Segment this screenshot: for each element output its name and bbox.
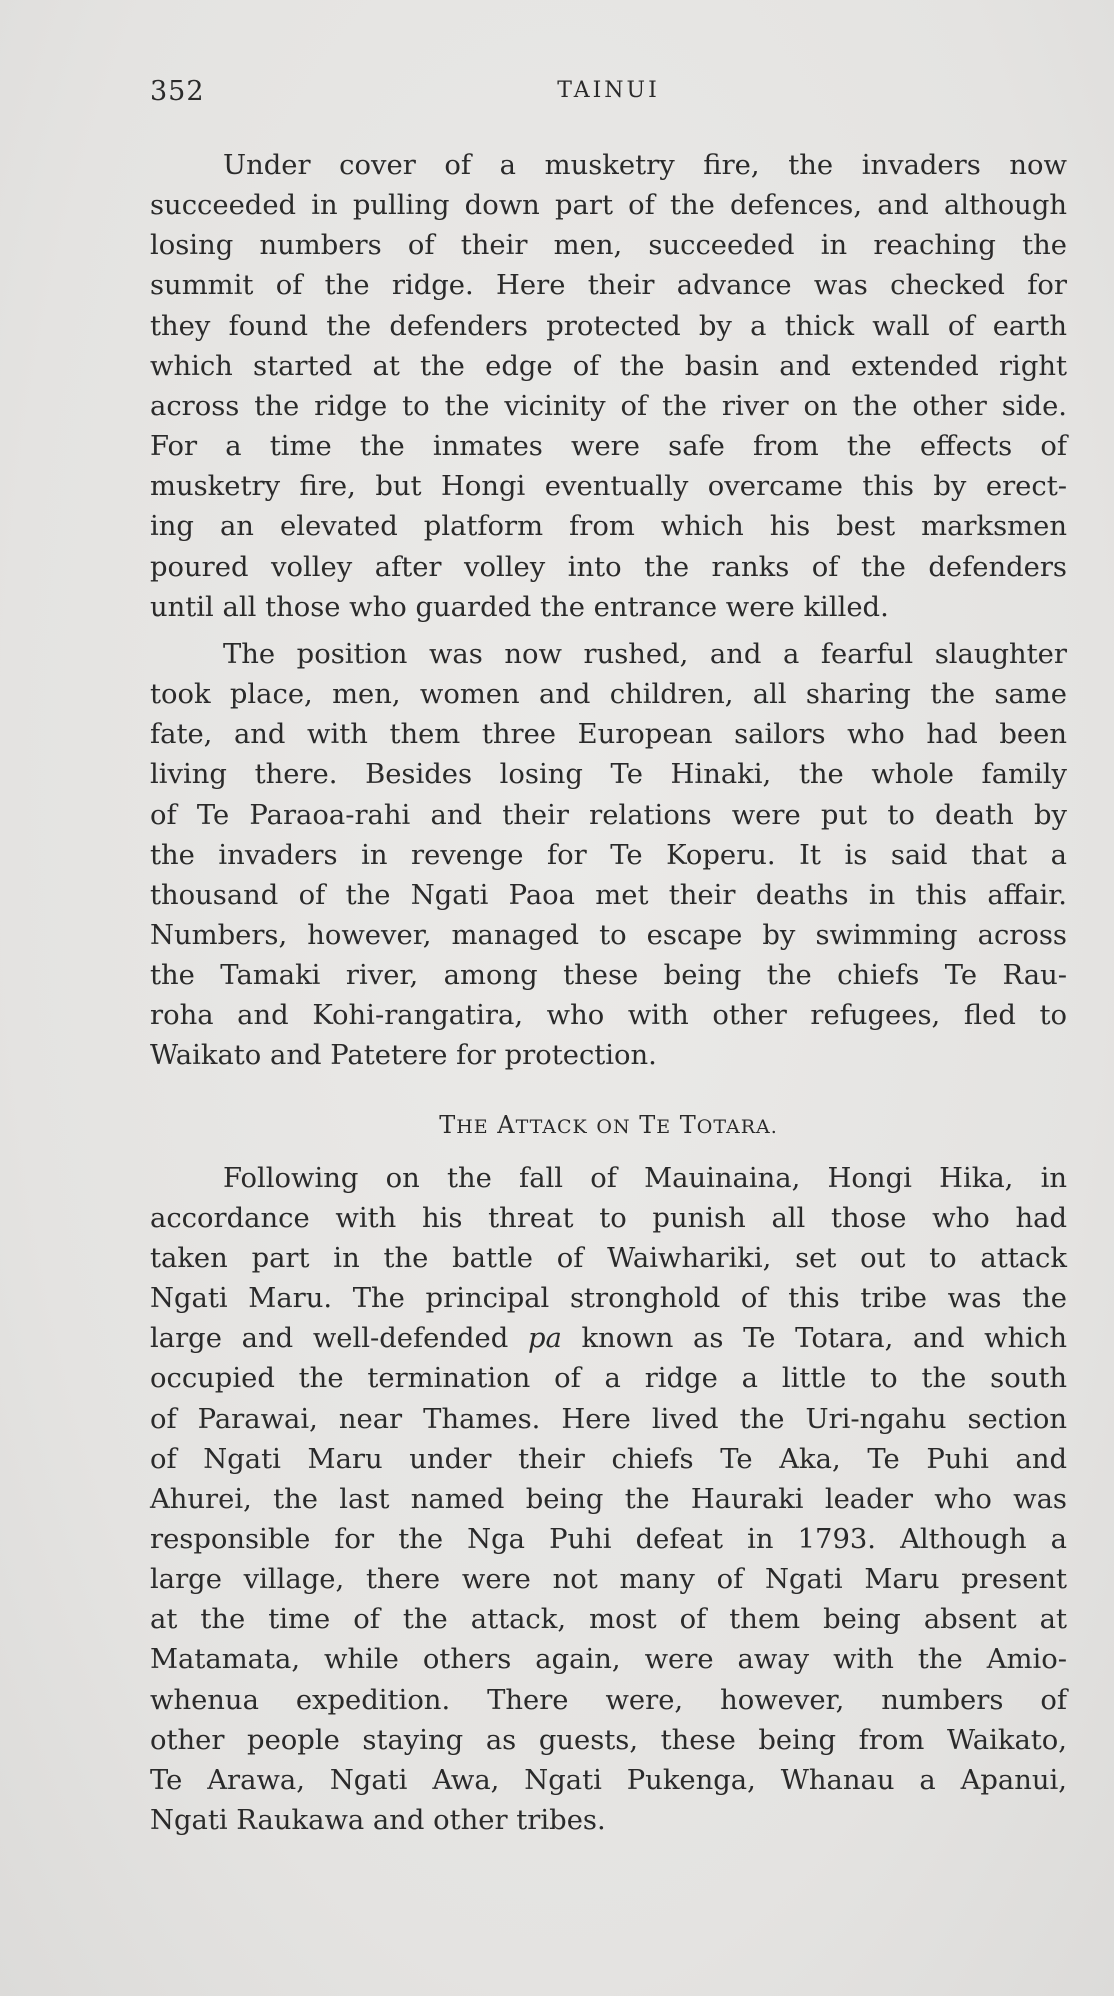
text-line: of Te Paraoa-rahi and their relations were put to death by [150,799,1067,831]
text-line: taken part in the battle of Waiwhariki, set out to attack [150,1242,1067,1274]
text-line: Waikato and Patetere for protection. [150,1040,657,1072]
text-line: of Parawai, near Thames. Here lived the Uri-ngahu section [150,1403,1067,1435]
text-line: Numbers, however, managed to escape by swimming across [150,919,1067,951]
paragraph-3 [150,1159,1067,1842]
paragraph-1 [150,146,1067,628]
page-number: 352 [150,76,205,107]
text-line: Ngati Maru. The principal stronghold of this tribe was the [150,1283,1067,1315]
text-line: succeeded in pulling down part of the defences, and although [150,190,1067,222]
text-line: accordance with his threat to punish all those who had [150,1202,1067,1234]
text-line: For a time the inmates were safe from the effects of [150,431,1067,463]
heading-smallcaps: E [656,1115,672,1138]
text-line: Ngati Raukawa and other tribes. [150,1805,606,1837]
text-line: at the time of the attack, most of them being absent at [150,1604,1067,1636]
text-line: summit of the ridge. Here their advance was checked for [150,270,1067,302]
text-line: The position was now rushed, and a fearful slaughter [223,638,1067,670]
text-line [150,1319,1067,1359]
italic-term: pa [527,1323,562,1355]
heading-smallcaps: OTARA. [696,1115,778,1138]
heading-smallcaps: HE [456,1115,489,1138]
heading-smallcaps: ON [596,1115,631,1138]
paragraph-2 [150,635,1067,1077]
running-title: TAINUI [557,78,660,103]
text-line: thousand of the Ngati Paoa met their deaths in this affair. [150,879,1067,911]
text-line: roha and Kohi-rangatira, who with other refugees, fled to [150,1000,1067,1032]
text-line: until all those who guarded the entrance were killed. [150,591,889,623]
text-line: they found the defenders protected by a thick wall of earth [150,310,1067,342]
spacer [150,1077,1067,1105]
heading-cap: T [639,1110,657,1139]
text-line: poured volley after volley into the ranks of the defenders [150,551,1067,583]
text-line: took place, men, women and children, all sharing the same [150,679,1067,711]
spacer [150,1147,1067,1159]
text-line: occupied the termination of a ridge a little to the south [150,1363,1067,1395]
text-line: of Ngati Maru under their chiefs Te Aka, Te Puhi and [150,1443,1067,1475]
text-line: Under cover of a musketry fire, the invaders now [223,150,1067,181]
body-text [150,146,1067,1841]
text-line: across the ridge to the vicinity of the river on the other side. [150,390,1067,422]
heading-cap: A [497,1110,516,1139]
text-line: large village, there were not many of Ngati Maru present [150,1564,1067,1596]
text-line: the Tamaki river, among these being the chiefs Te Rau- [150,960,1067,992]
text-line: the invaders in revenge for Te Koperu. It is said that a [150,839,1067,871]
text-line: Matamata, while others again, were away with the Amio- [150,1644,1067,1676]
text-line: Te Arawa, Ngati Awa, Ngati Pukenga, Whanau a Apanui, [150,1764,1067,1796]
text-line: musketry fire, but Hongi eventually overcame this by erect- [150,471,1067,503]
text-line: fate, and with them three European sailors who had been [150,719,1067,751]
text-line: which started at the edge of the basin and extended right [150,350,1067,382]
text-line: whenua expedition. There were, however, numbers of [150,1684,1067,1716]
heading-cap: T [679,1110,697,1139]
text-line: other people staying as guests, these being from Waikato, [150,1724,1067,1756]
heading-smallcaps: TTACK [515,1115,588,1138]
heading-cap: T [439,1110,457,1139]
text-run: large and well-defended [150,1323,528,1355]
text-line: Following on the fall of Mauinaina, Hongi Hika, in [223,1162,1067,1194]
spacer [150,628,1067,635]
text-line: responsible for the Nga Puhi defeat in 1793. Although a [150,1524,1067,1555]
text-run: known as Te Totara, and which [561,1323,1067,1355]
text-line: living there. Besides losing Te Hinaki, the whole family [150,759,1067,791]
text-line: losing numbers of their men, succeeded in reaching the [150,230,1067,262]
text-line: ing an elevated platform from which his best marksmen [150,511,1067,543]
page-header [150,76,1067,116]
section-heading [150,1105,1067,1147]
text-line: Ahurei, the last named being the Hauraki leader who was [150,1483,1067,1515]
